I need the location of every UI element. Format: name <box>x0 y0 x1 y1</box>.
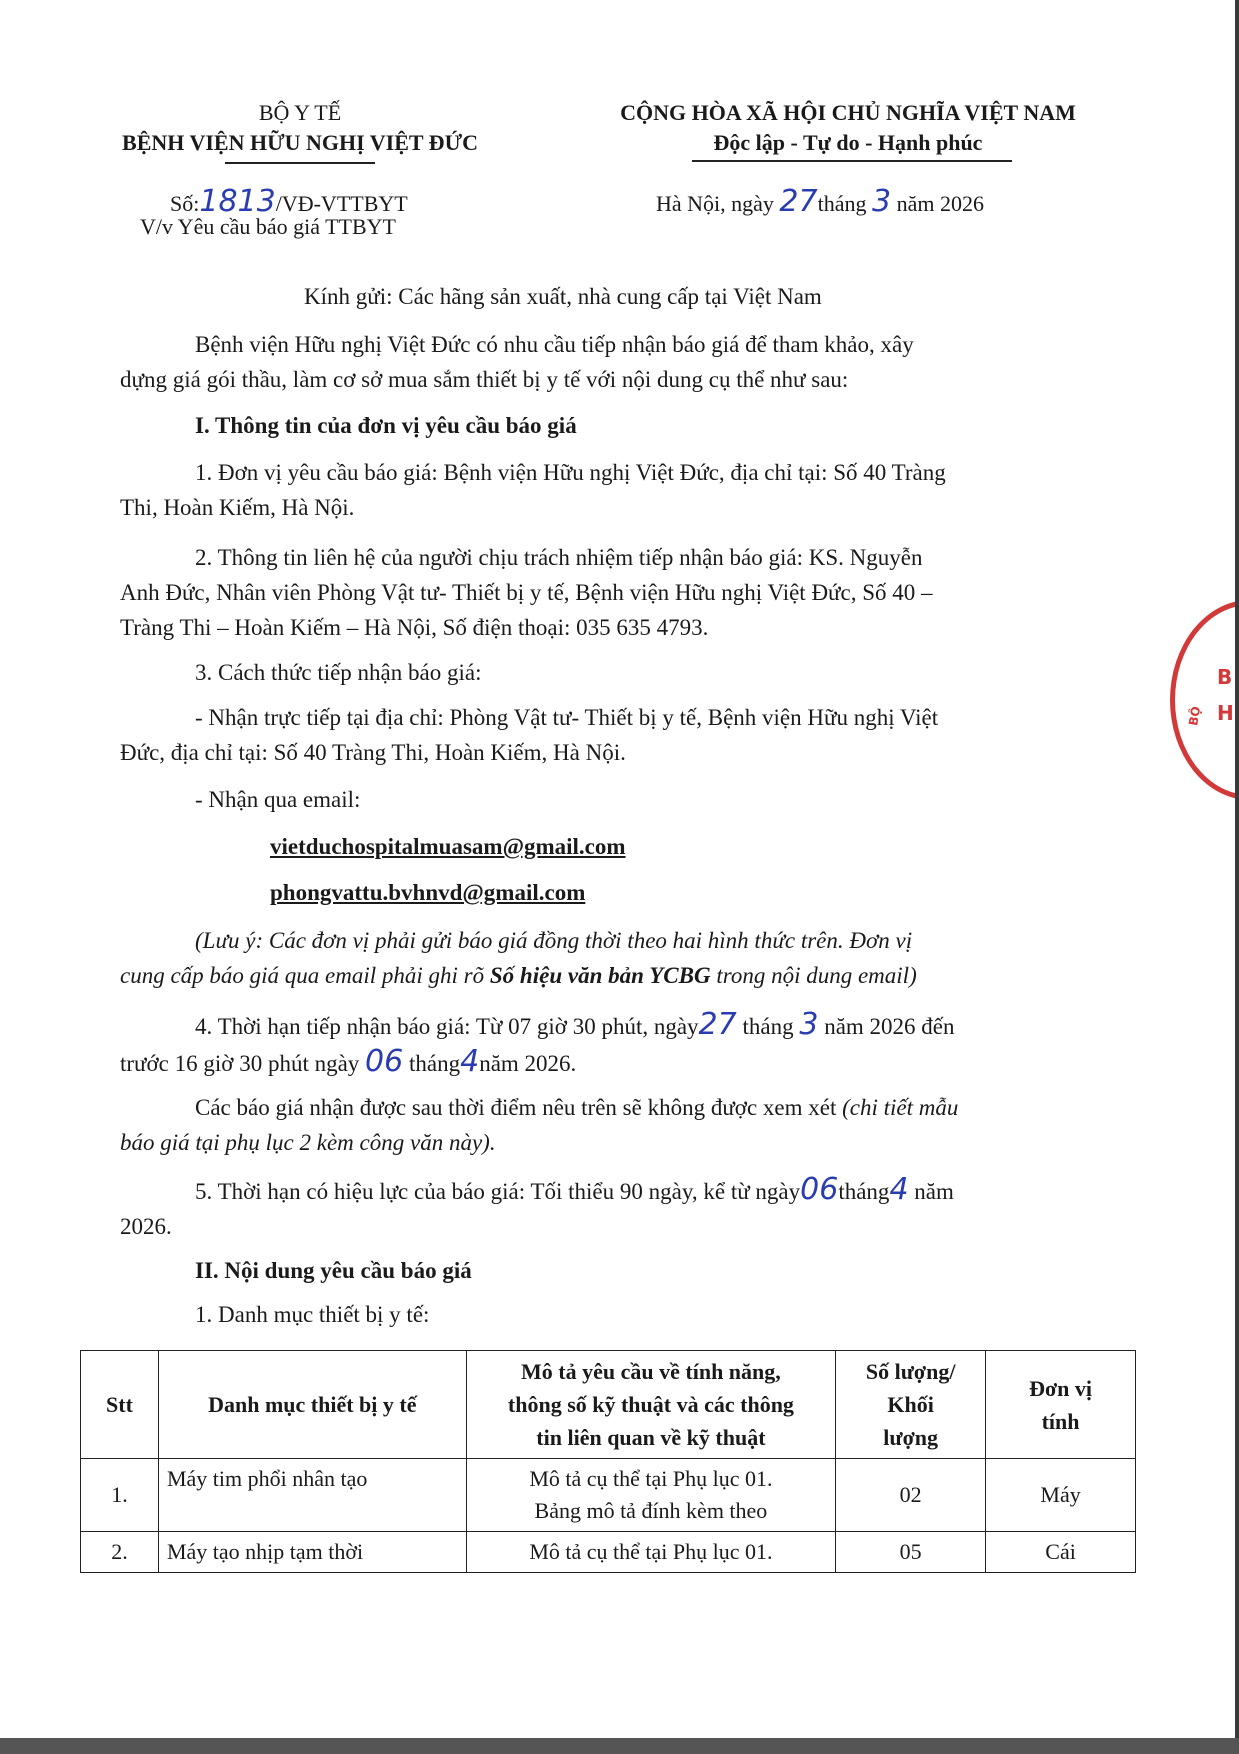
email-link-2[interactable]: phongvattu.bvhnvd@gmail.com <box>270 880 586 905</box>
scan-edge <box>0 1738 1239 1754</box>
cell-line: Mô tả cụ thể tại Phụ lục 01. <box>529 1466 773 1491</box>
table-row <box>81 1459 1136 1532</box>
section-1-item-5 <box>120 1172 1090 1244</box>
text: năm 2026 đến <box>824 1014 955 1039</box>
section-1-title: I. Thông tin của đơn vị yêu cầu báo giá <box>195 413 577 438</box>
header-line: tính <box>1041 1408 1080 1434</box>
header-description <box>466 1351 836 1459</box>
handwritten-day: 27 <box>698 1007 737 1042</box>
hospital-underline <box>225 162 375 164</box>
cell-description <box>466 1459 836 1532</box>
paragraph-line <box>120 1172 1090 1209</box>
late-notice <box>120 1090 1090 1160</box>
paragraph-line: Thi, Hoàn Kiếm, Hà Nội. <box>120 495 355 520</box>
cell-description: Mô tả cụ thể tại Phụ lục 01. <box>466 1532 836 1573</box>
paragraph-line <box>120 958 1090 993</box>
handwritten-month: 4 <box>889 1172 909 1207</box>
text: tháng <box>742 1014 794 1039</box>
handwritten-day: 06 <box>800 1172 839 1207</box>
cell-unit: Cái <box>986 1532 1136 1573</box>
text: tháng <box>408 1051 461 1076</box>
paragraph-line <box>120 1090 1090 1125</box>
equipment-table <box>80 1350 1136 1573</box>
recipient-line: Kính gửi: Các hãng sản xuất, nhà cung cấp tại Việt Nam <box>304 284 822 309</box>
paragraph-line: 1. Đơn vị yêu cầu báo giá: Bệnh viện Hữu nghị Việt Đức, địa chỉ tại: Số 40 Tràng <box>195 460 946 485</box>
paragraph-line: Anh Đức, Nhân viên Phòng Vật tư- Thiết bị y tế, Bệnh viện Hữu nghị Việt Đức, Số 40 – <box>120 580 933 605</box>
header-line: Số lượng/ <box>865 1359 956 1384</box>
date-month-handwritten: 3 <box>872 184 892 219</box>
doc-number-suffix: /VĐ-VTTBYT <box>275 191 408 216</box>
paragraph-line: 2. Thông tin liên hệ của người chịu trách nhiệm tiếp nhận báo giá: KS. Nguyễn <box>195 545 923 570</box>
section-1-item-4 <box>120 1007 1090 1081</box>
intro-line: Bệnh viện Hữu nghị Việt Đức có nhu cầu tiếp nhận báo giá để tham khảo, xây <box>195 332 914 357</box>
ministry-name: BỘ Y TẾ <box>258 100 342 125</box>
paragraph-line: Đức, địa chỉ tại: Số 40 Tràng Thi, Hoàn Kiếm, Hà Nội. <box>120 740 626 765</box>
cell-quantity: 05 <box>836 1532 986 1573</box>
doc-number-handwritten: 1813 <box>199 184 276 219</box>
handwritten-day: 06 <box>365 1044 404 1079</box>
note-text: cung cấp báo giá qua email phải ghi rõ <box>120 963 490 988</box>
date-day-handwritten: 27 <box>779 184 818 219</box>
text: năm 2026. <box>479 1051 577 1076</box>
seal-letter: H <box>1217 701 1234 725</box>
header-stt: Stt <box>81 1351 159 1459</box>
hospital-name: BỆNH VIỆN HỮU NGHỊ VIỆT ĐỨC <box>122 130 478 155</box>
red-seal-stamp <box>1170 600 1239 800</box>
paragraph-line: Tràng Thi – Hoàn Kiếm – Hà Nội, Số điện thoại: 035 635 4793. <box>120 615 709 640</box>
seal-letter: BỘ <box>1186 705 1204 727</box>
text: Các báo giá nhận được sau thời điểm nêu trên sẽ không được xem xét <box>195 1095 843 1120</box>
handwritten-month: 4 <box>460 1044 480 1079</box>
italic-text: (chi tiết mẫu <box>842 1095 959 1120</box>
scan-edge <box>1235 0 1239 1754</box>
header-unit <box>986 1351 1136 1459</box>
direct-receipt <box>120 700 1090 770</box>
header-line: Mô tả yêu cầu về tính năng, <box>521 1359 781 1384</box>
note-text: trong nội dung email) <box>710 963 917 988</box>
cell-name: Máy tạo nhịp tạm thời <box>158 1532 466 1573</box>
paragraph-line: 2026. <box>120 1214 172 1239</box>
intro-paragraph <box>120 327 1090 397</box>
doc-date <box>656 184 984 219</box>
paragraph-line: (Lưu ý: Các đơn vị phải gửi báo giá đồng thời theo hai hình thức trên. Đơn vị <box>195 928 913 953</box>
cell-stt: 1. <box>81 1459 159 1532</box>
section-2-sub-1: 1. Danh mục thiết bị y tế: <box>195 1302 430 1327</box>
paragraph-line: - Nhận trực tiếp tại địa chỉ: Phòng Vật tư- Thiết bị y tế, Bệnh viện Hữu nghị Việt <box>195 705 939 730</box>
table-header-row <box>81 1351 1136 1459</box>
handwritten-month: 3 <box>799 1007 819 1042</box>
cell-name: Máy tim phổi nhân tạo <box>158 1459 466 1532</box>
header-line: lượng <box>883 1425 939 1450</box>
date-month-label: tháng <box>817 191 867 216</box>
note-emphasis: Số hiệu văn bản YCBG <box>489 963 711 988</box>
note-paragraph <box>120 923 1090 993</box>
header-line: tin liên quan về kỹ thuật <box>536 1425 766 1450</box>
section-1-item-2 <box>120 540 1090 645</box>
seal-letter: B <box>1217 665 1233 689</box>
cell-unit: Máy <box>986 1459 1136 1532</box>
section-1-item-3: 3. Cách thức tiếp nhận báo giá: <box>195 660 482 685</box>
paragraph-line <box>120 1007 1090 1044</box>
paragraph-line: báo giá tại phụ lục 2 kèm công văn này). <box>120 1130 496 1155</box>
text: tháng <box>838 1179 890 1204</box>
text: 5. Thời hạn có hiệu lực của báo giá: Tối thiểu 90 ngày, kể từ ngày <box>195 1179 801 1204</box>
header-line: Đơn vị <box>1029 1375 1093 1401</box>
text: 4. Thời hạn tiếp nhận báo giá: Từ 07 giờ 30 phút, ngày <box>195 1014 699 1039</box>
national-motto: Độc lập - Tự do - Hạnh phúc <box>713 130 983 155</box>
doc-subject: V/v Yêu cầu báo giá TTBYT <box>140 214 396 239</box>
motto-underline <box>692 160 1012 162</box>
text: năm <box>914 1179 954 1204</box>
email-link-1[interactable]: vietduchospitalmuasam@gmail.com <box>270 834 626 859</box>
section-1-item-1 <box>120 455 1090 525</box>
date-year: năm 2026 <box>896 191 984 216</box>
intro-line: dựng giá gói thầu, làm cơ sở mua sắm thiết bị y tế với nội dung cụ thể như sau: <box>120 367 849 392</box>
section-2-title: II. Nội dung yêu cầu báo giá <box>195 1258 472 1283</box>
cell-quantity: 02 <box>836 1459 986 1532</box>
table-row <box>81 1532 1136 1573</box>
email-label: - Nhận qua email: <box>195 787 361 812</box>
paragraph-line <box>120 1044 1090 1081</box>
doc-number-label: Số: <box>170 191 200 216</box>
country-name: CỘNG HÒA XÃ HỘI CHỦ NGHĨA VIỆT NAM <box>620 100 1076 125</box>
header-quantity <box>836 1351 986 1459</box>
cell-stt: 2. <box>81 1532 159 1573</box>
cell-line: Bảng mô tả đính kèm theo <box>534 1498 768 1523</box>
date-prefix: Hà Nội, ngày <box>656 191 774 216</box>
header-name: Danh mục thiết bị y tế <box>158 1351 466 1459</box>
header-line: thông số kỹ thuật và các thông <box>507 1392 794 1417</box>
header-line: Khối <box>887 1392 934 1417</box>
text: trước 16 giờ 30 phút ngày <box>120 1051 360 1076</box>
